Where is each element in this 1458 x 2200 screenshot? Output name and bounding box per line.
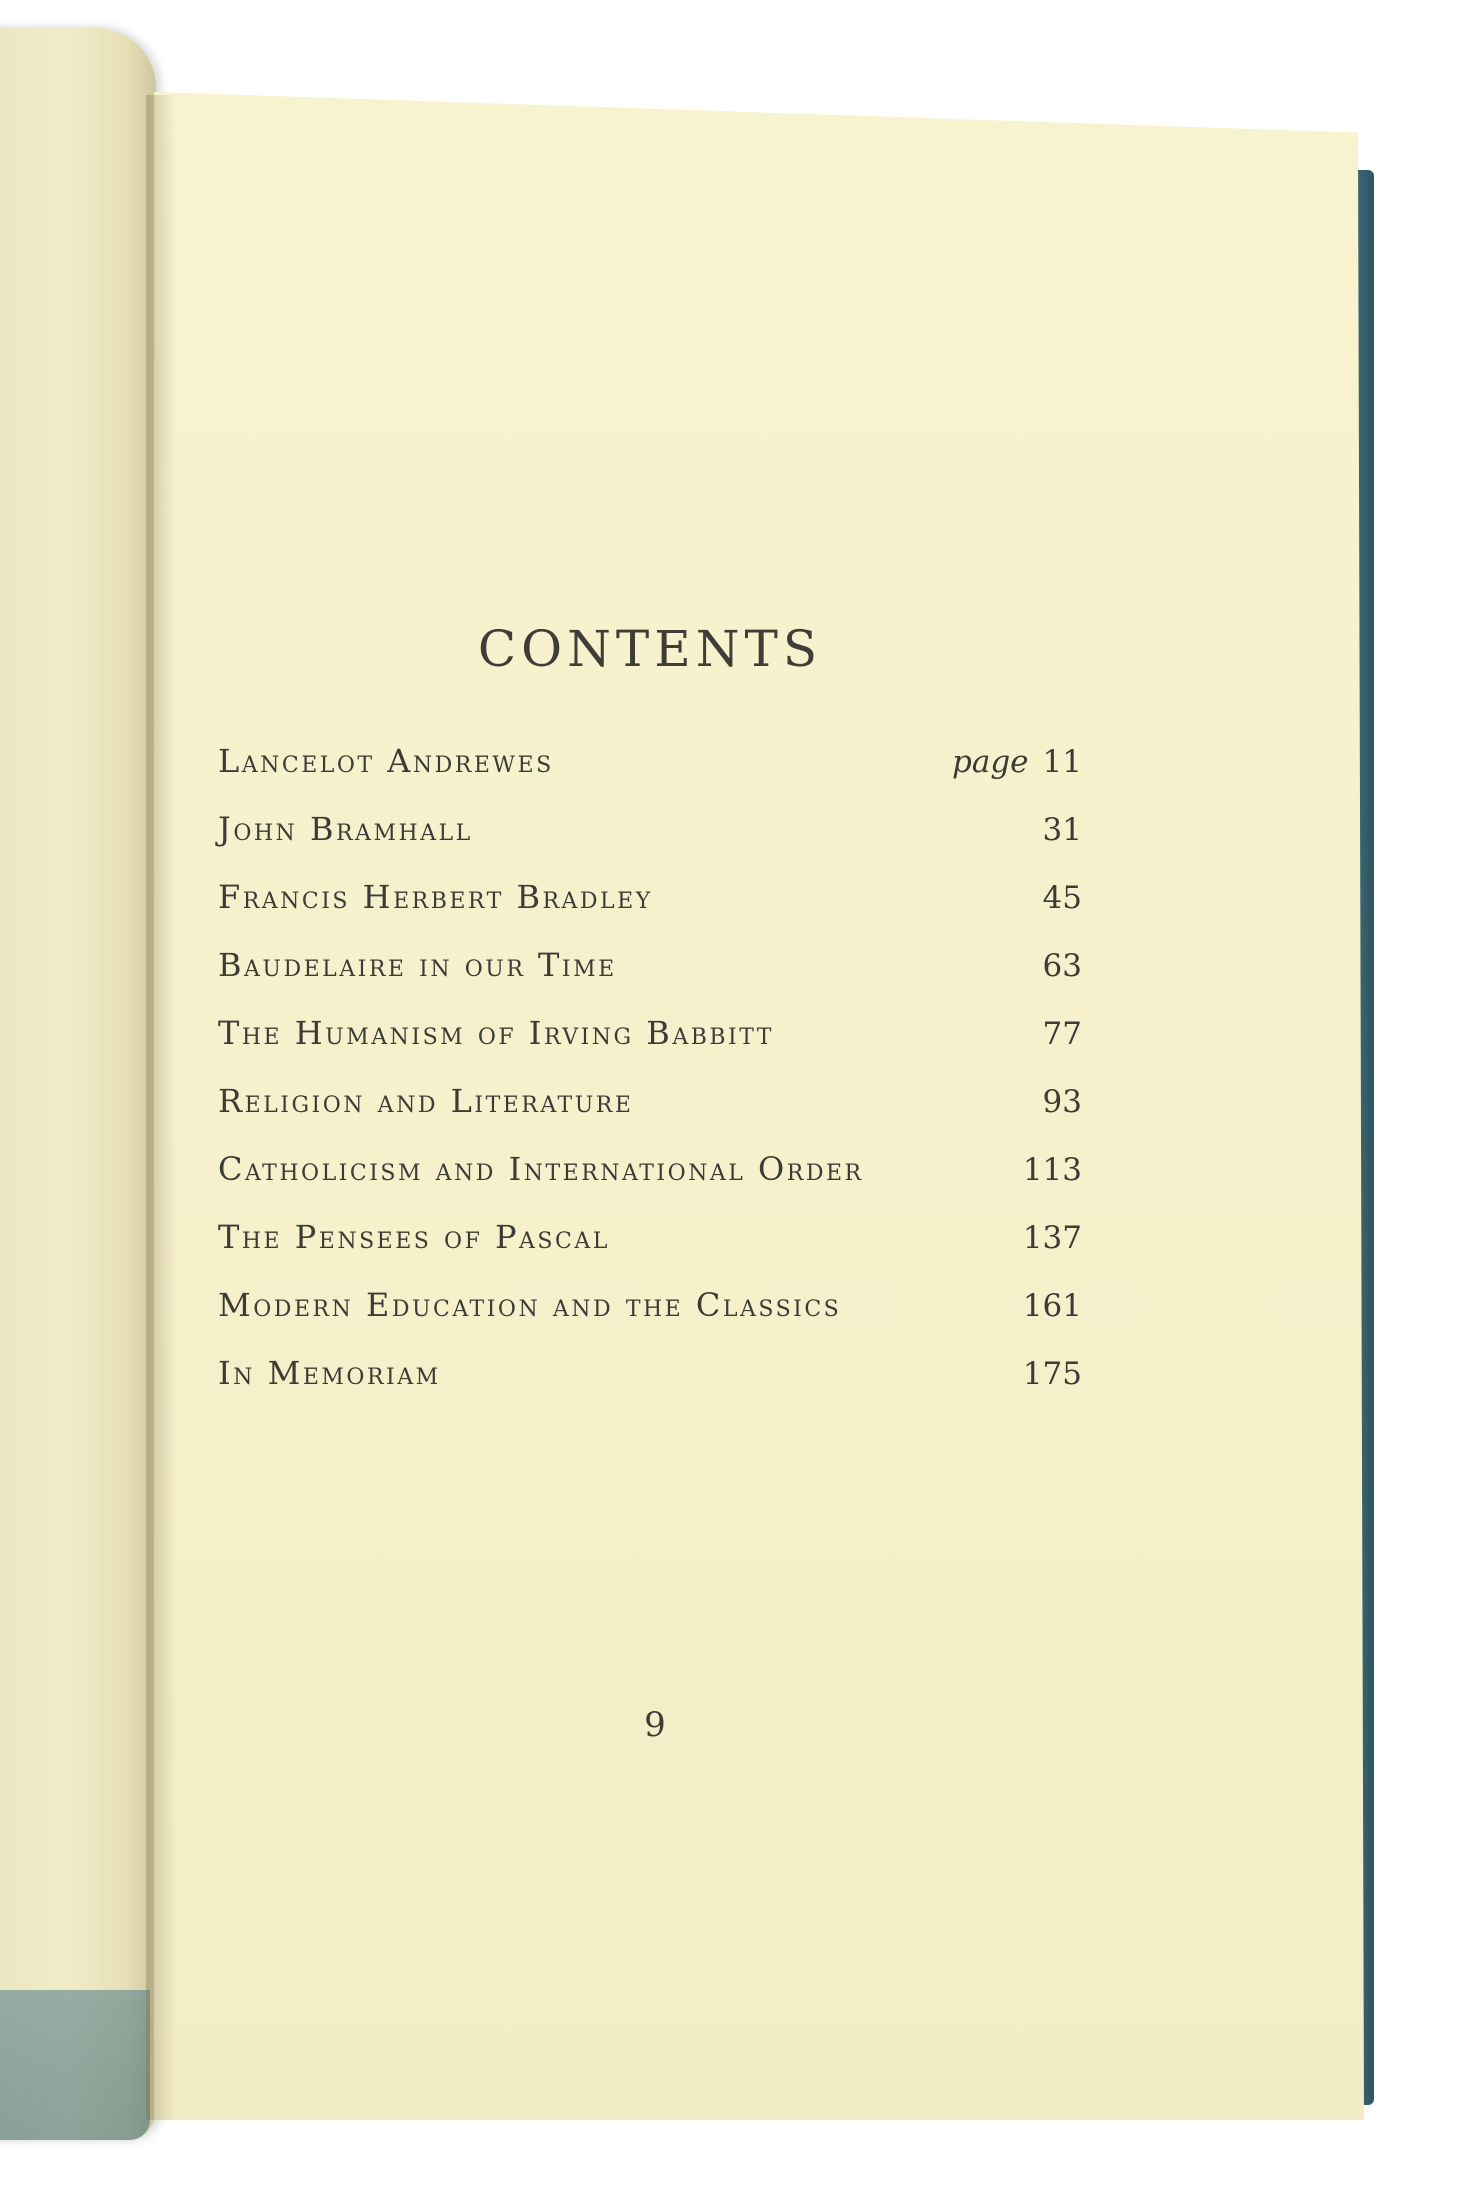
toc-entry-title: Religion and Literature bbox=[218, 1082, 634, 1120]
toc-page-number: 31 bbox=[1042, 812, 1082, 848]
table-of-contents bbox=[218, 742, 1082, 1422]
toc-entry bbox=[218, 1082, 1082, 1150]
page-prefix: page bbox=[952, 744, 1029, 780]
toc-page-number: 77 bbox=[1042, 1016, 1082, 1052]
toc-page-number: 161 bbox=[1022, 1288, 1082, 1324]
toc-page-number: 175 bbox=[1022, 1356, 1082, 1392]
left-page-edge bbox=[0, 28, 156, 2140]
gutter-shadow bbox=[146, 95, 176, 2120]
toc-page-number: 93 bbox=[1042, 1084, 1082, 1120]
toc-entry bbox=[218, 1354, 1082, 1422]
toc-entry-title: Catholicism and International Order bbox=[218, 1150, 864, 1188]
toc-entry bbox=[218, 946, 1082, 1014]
toc-entry-title: In Memoriam bbox=[218, 1354, 441, 1392]
toc-page-number: 11 bbox=[1042, 744, 1082, 780]
toc-entry-title: Modern Education and the Classics bbox=[218, 1286, 842, 1324]
toc-entry bbox=[218, 810, 1082, 878]
toc-entry-title: John Bramhall bbox=[218, 810, 473, 848]
toc-entry-page bbox=[952, 744, 1082, 780]
toc-page-number: 137 bbox=[1022, 1220, 1082, 1256]
toc-entry bbox=[218, 1150, 1082, 1218]
toc-page-number: 63 bbox=[1042, 948, 1082, 984]
left-cover-corner bbox=[0, 1990, 150, 2140]
contents-heading: CONTENTS bbox=[477, 620, 823, 678]
toc-entry bbox=[218, 742, 1082, 810]
toc-entry-title: The Humanism of Irving Babbitt bbox=[218, 1014, 774, 1052]
toc-entry bbox=[218, 878, 1082, 946]
toc-page-number: 45 bbox=[1042, 880, 1082, 916]
toc-entry bbox=[218, 1014, 1082, 1082]
toc-entry-title: The Pensees of Pascal bbox=[218, 1218, 610, 1256]
folio-page-number: 9 bbox=[644, 1705, 666, 1745]
toc-page-number: 113 bbox=[1022, 1152, 1082, 1188]
toc-entry-title: Baudelaire in our Time bbox=[218, 946, 617, 984]
toc-entry-title: Francis Herbert Bradley bbox=[218, 878, 653, 916]
toc-entry bbox=[218, 1218, 1082, 1286]
toc-entry-title: Lancelot Andrewes bbox=[218, 742, 554, 780]
toc-entry bbox=[218, 1286, 1082, 1354]
